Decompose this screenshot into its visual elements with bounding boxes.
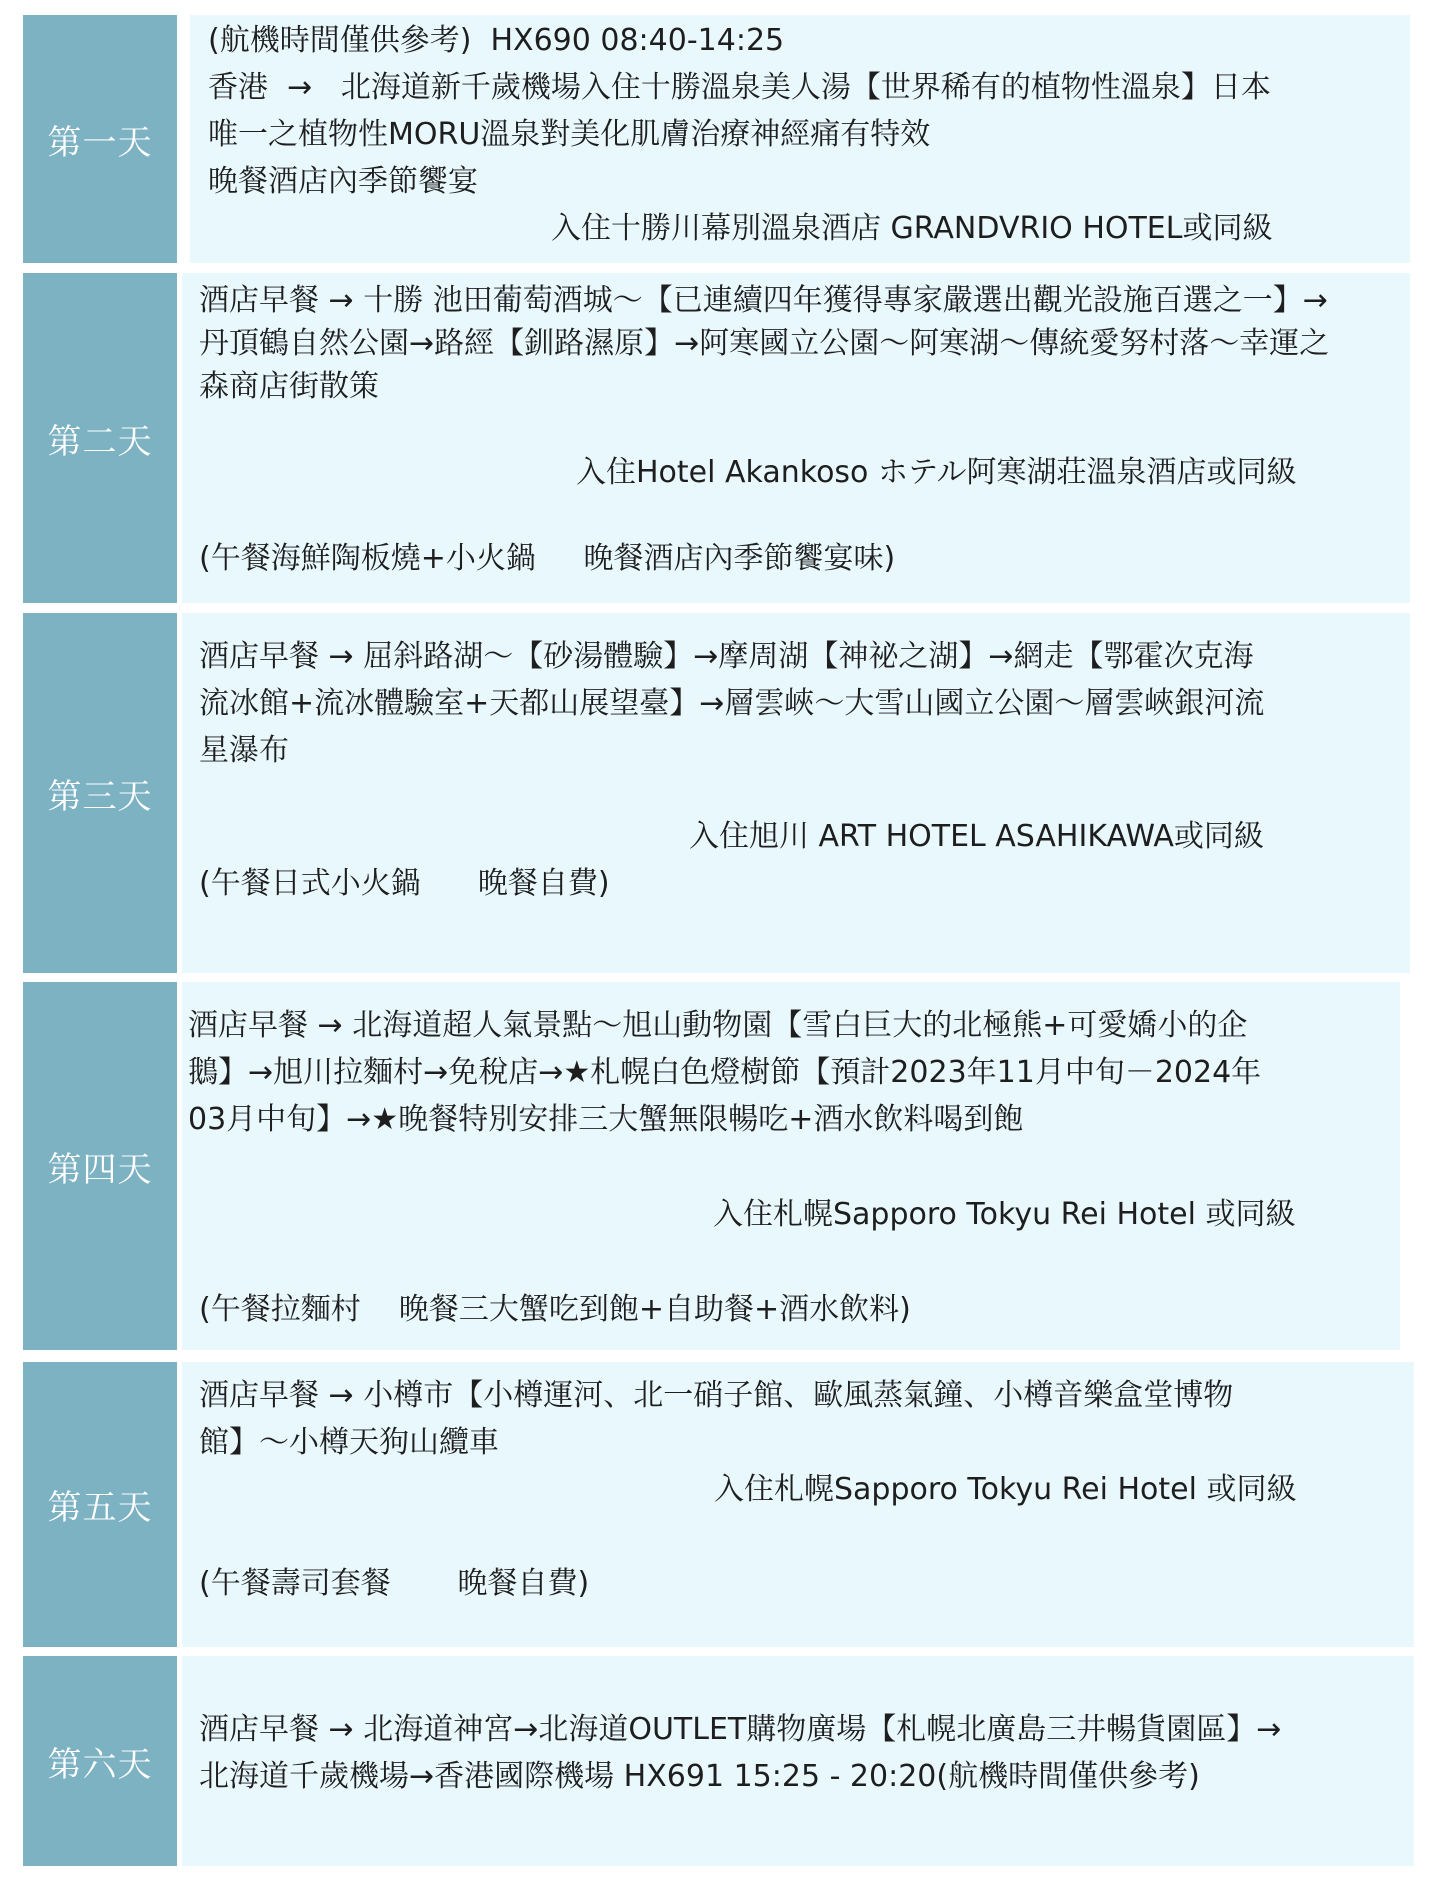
day-6-label: 第六天 (23, 1656, 177, 1866)
day-3-line-3: 星瀑布 (199, 733, 289, 768)
day-4-hotel: 入住札幌Sapporo Tokyu Rei Hotel 或同級 (713, 1197, 1296, 1232)
day-3-content (182, 613, 1410, 973)
day-5-content (182, 1362, 1414, 1647)
day-2-line-1: 酒店早餐 → 十勝 池田葡萄酒城〜【已連續四年獲得專家嚴選出觀光設施百選之一】→ (199, 283, 1328, 318)
day-6-line-1: 酒店早餐 → 北海道神宮→北海道OUTLET購物廣場【札幌北廣島三井暢貨園區】→ (199, 1712, 1282, 1747)
day-3-label: 第三天 (23, 613, 177, 973)
day-1-line-1: (航機時間僅供參考) HX690 08:40-14:25 (208, 23, 785, 58)
day-2-hotel: 入住Hotel Akankoso ホテル阿寒湖荘溫泉酒店或同級 (576, 455, 1297, 490)
day-1-label: 第一天 (23, 15, 177, 263)
day-6-line-2: 北海道千歲機場→香港國際機場 HX691 15:25 - 20:20(航機時間僅供參考) (199, 1759, 1200, 1794)
day-1-hotel: 入住十勝川幕別溫泉酒店 GRANDVRIO HOTEL或同級 (551, 211, 1273, 246)
day-4-label: 第四天 (23, 982, 177, 1350)
day-5-meals: (午餐壽司套餐 晚餐自費) (199, 1566, 590, 1601)
day-4-content (182, 982, 1400, 1350)
day-1-line-3: 唯一之植物性MORU溫泉對美化肌膚治療神經痛有特效 (208, 117, 931, 152)
day-5-label: 第五天 (23, 1362, 177, 1647)
day-1-content (190, 15, 1410, 263)
day-1-line-2: 香港 → 北海道新千歲機場入住十勝溫泉美人湯【世界稀有的植物性溫泉】日本 (208, 70, 1271, 105)
day-2-content (182, 273, 1410, 603)
day-4-line-1: 酒店早餐 → 北海道超人氣景點〜旭山動物園【雪白巨大的北極熊+可愛嬌小的企 (188, 1008, 1248, 1043)
day-4-line-2: 鵝】→旭川拉麵村→免稅店→★札幌白色燈樹節【預計2023年11月中旬－2024年 (188, 1055, 1262, 1090)
day-4-line-3: 03月中旬】→★晚餐特別安排三大蟹無限暢吃+酒水飲料喝到飽 (188, 1102, 1024, 1137)
day-3-hotel: 入住旭川 ART HOTEL ASAHIKAWA或同級 (689, 819, 1264, 854)
day-1-line-4: 晚餐酒店內季節饗宴 (208, 164, 478, 199)
day-4-meals: (午餐拉麵村 晚餐三大蟹吃到飽+自助餐+酒水飲料) (199, 1292, 911, 1327)
day-2-meals: (午餐海鮮陶板燒+小火鍋 晚餐酒店內季節饗宴味) (199, 541, 896, 576)
day-5-line-2: 館】〜小樽天狗山纜車 (199, 1425, 499, 1460)
day-6-content (182, 1656, 1414, 1866)
day-3-line-2: 流冰館+流冰體驗室+天都山展望臺】→層雲峽〜大雪山國立公園〜層雲峽銀河流 (199, 686, 1265, 721)
day-5-line-1: 酒店早餐 → 小樽市【小樽運河、北一硝子館、歐風蒸氣鐘、小樽音樂盒堂博物 (199, 1378, 1234, 1413)
day-2-label: 第二天 (23, 273, 177, 603)
day-3-meals: (午餐日式小火鍋 晚餐自費) (199, 866, 610, 901)
day-2-line-3: 森商店街散策 (199, 369, 379, 404)
day-5-hotel: 入住札幌Sapporo Tokyu Rei Hotel 或同級 (714, 1472, 1297, 1507)
day-3-line-1: 酒店早餐 → 屈斜路湖〜【砂湯體驗】→摩周湖【神祕之湖】→網走【鄂霍次克海 (199, 639, 1254, 674)
day-2-line-2: 丹頂鶴自然公園→路經【釧路濕原】→阿寒國立公園〜阿寒湖〜傳統愛努村落〜幸運之 (199, 326, 1330, 361)
